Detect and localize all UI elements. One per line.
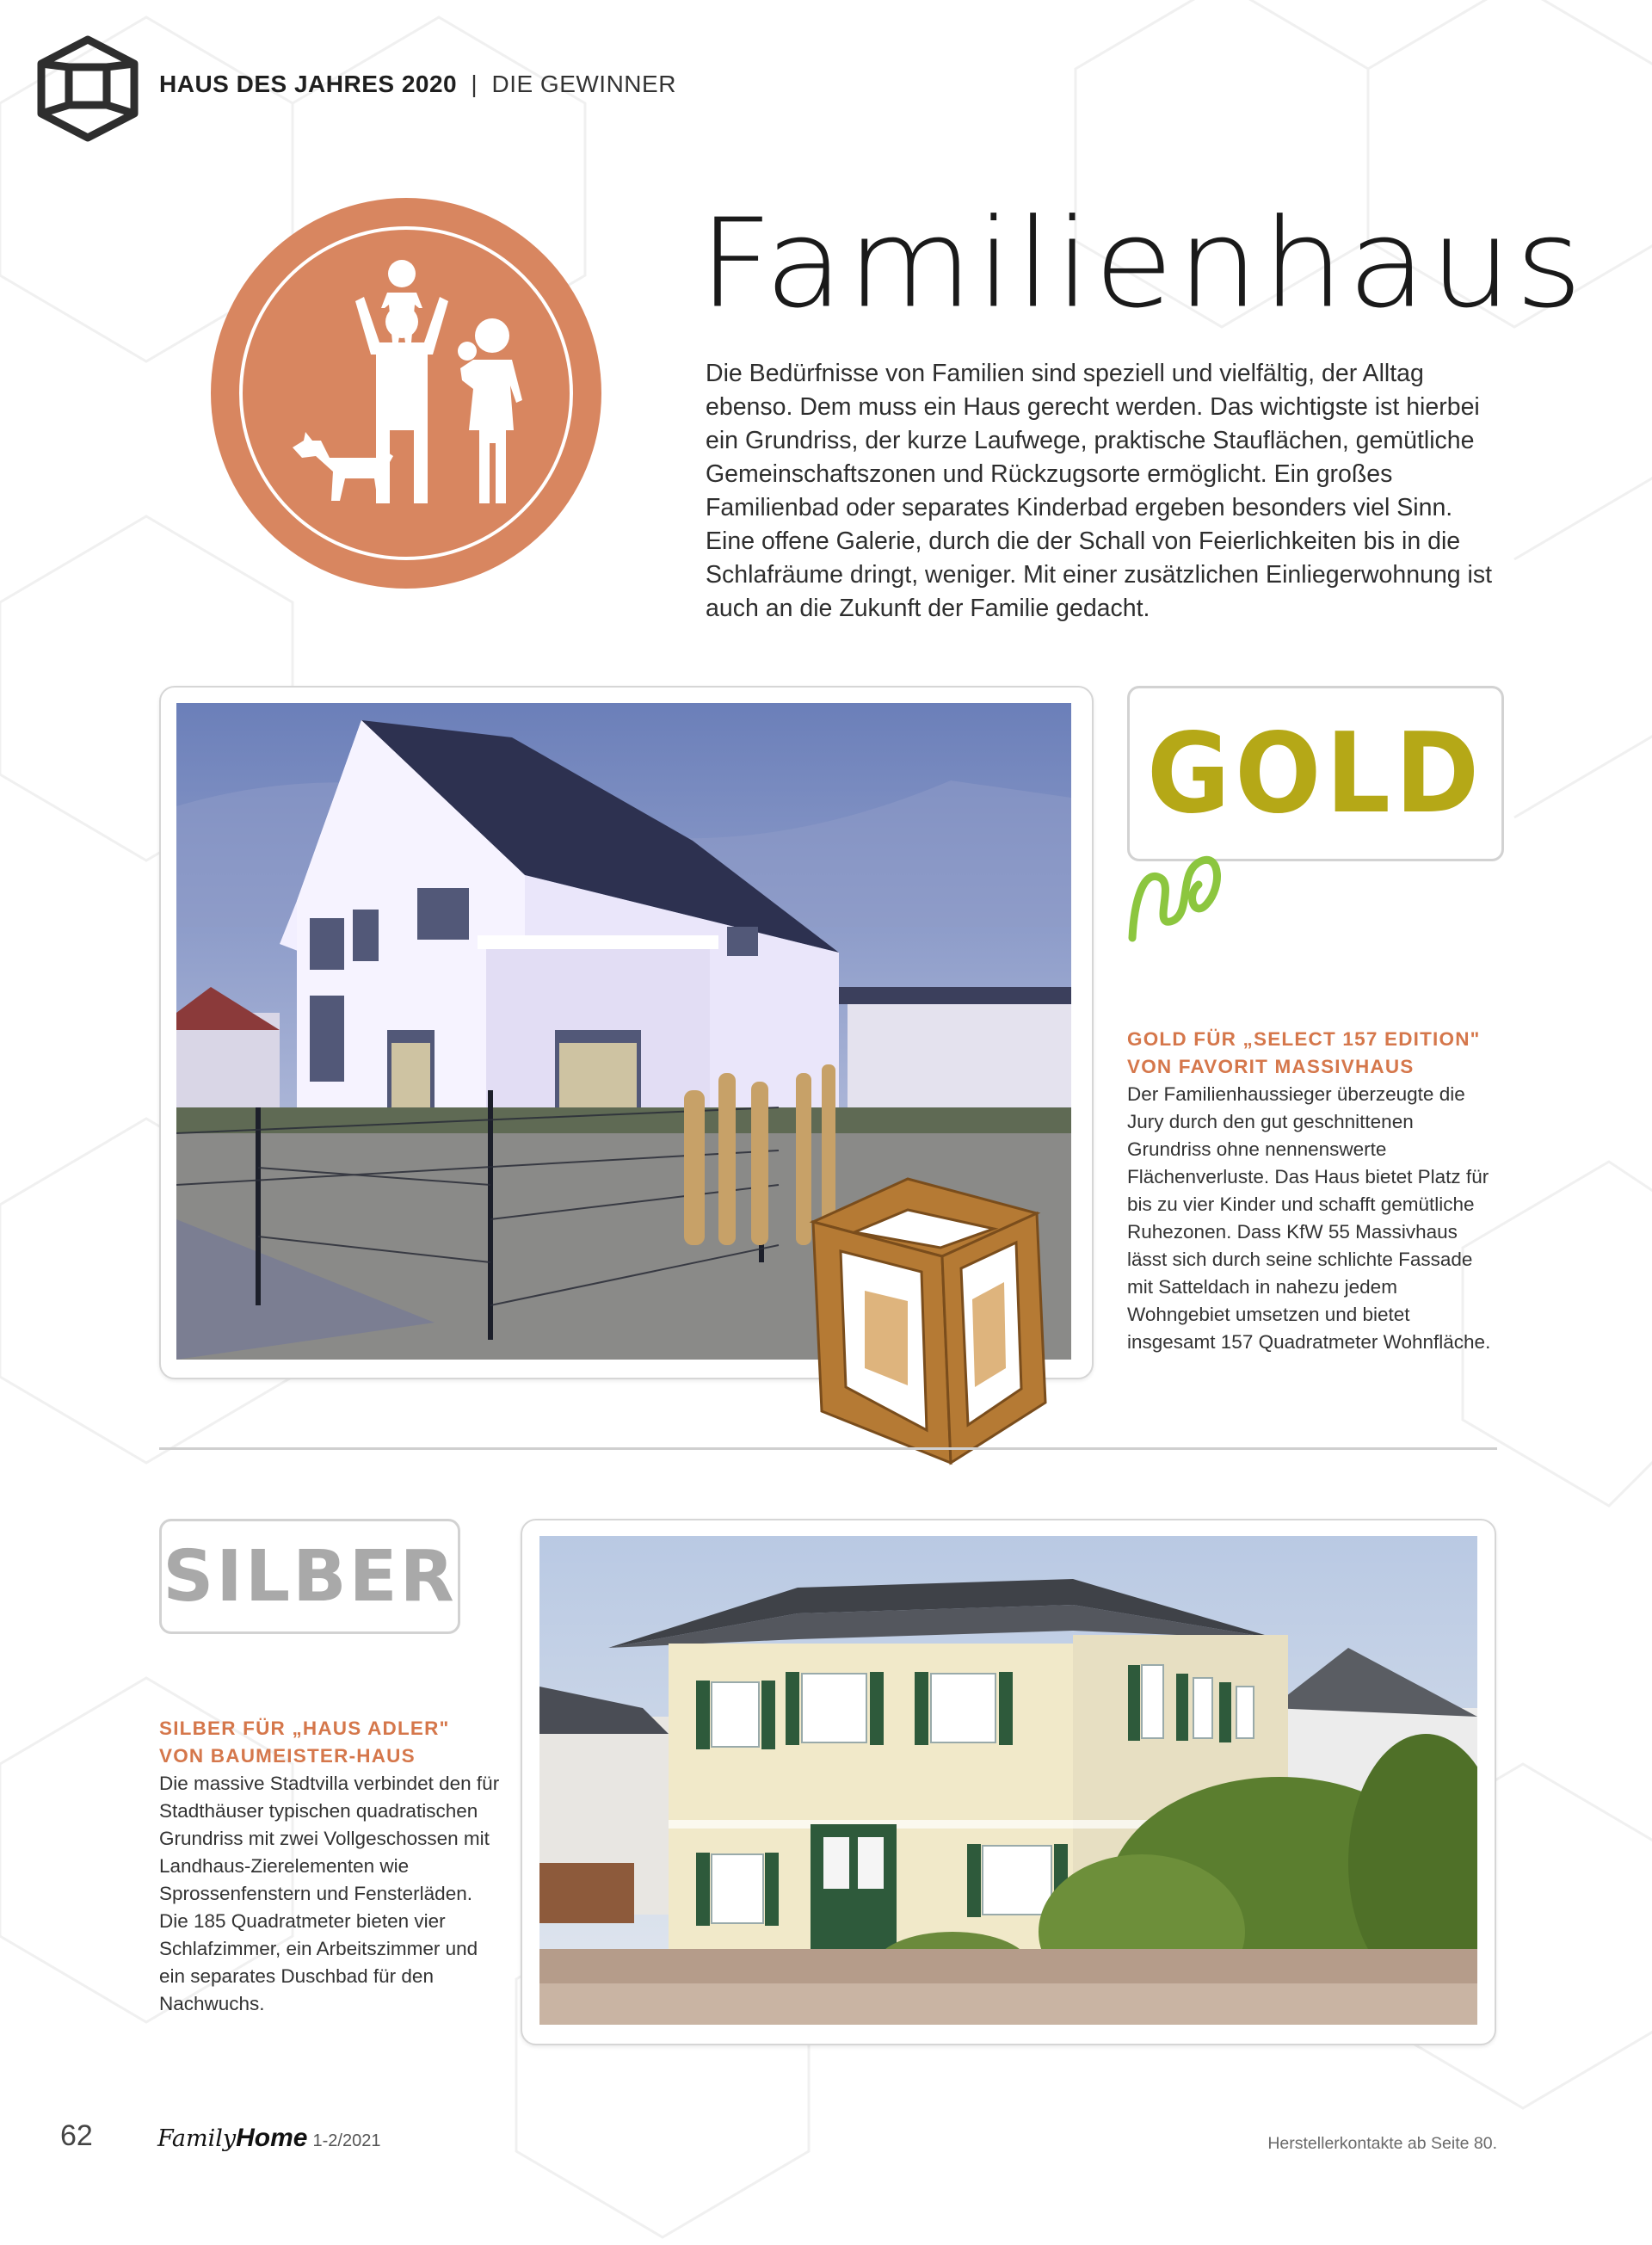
wooden-cube-award <box>779 1162 1071 1480</box>
family-icon <box>211 198 602 589</box>
header-kicker <box>159 71 676 98</box>
gold-heading-line1: GOLD FÜR „SELECT 157 EDITION" <box>1127 1028 1481 1050</box>
magazine-brand <box>157 2124 380 2153</box>
header-separator: | <box>471 71 478 97</box>
cube-outline-icon <box>34 34 141 143</box>
gold-label-text: GOLD <box>1147 709 1484 838</box>
issue-number: 1-2/2021 <box>312 2131 381 2150</box>
silver-award-label <box>159 1519 460 1634</box>
brand-home: Home <box>236 2124 308 2152</box>
ribbon-icon <box>1125 835 1237 955</box>
silver-body-text: Die massive Stadtvilla verbindet den für Stadthäuser typischen quadratischen Grundriss mit zwei Vollgeschossen mit Landhaus-Zierelementen wie Sprossenfenstern und Fensterläden. Die 185 Quadratmeter bieten vier Schlafzimmer, ein Arbeitszimmer und ein separates Duschbad für den Nachwuchs. <box>159 1773 500 2014</box>
footer-note: Herstellerkontakte ab Seite 80. <box>1267 2134 1497 2153</box>
silver-winner-description <box>159 1715 503 2018</box>
silver-label-text: SILBER <box>163 1535 457 1618</box>
page-number: 62 <box>60 2119 93 2152</box>
gold-heading-line2: VON FAVORIT MASSIVHAUS <box>1127 1056 1415 1077</box>
silver-heading-line2: VON BAUMEISTER-HAUS <box>159 1745 416 1767</box>
page-title: Familienhaus <box>699 193 1587 336</box>
silver-house-photo <box>539 1536 1477 2025</box>
header-title: HAUS DES JAHRES 2020 <box>159 71 458 97</box>
silver-photo-frame <box>521 1519 1496 2045</box>
header-subtitle: DIE GEWINNER <box>491 71 676 97</box>
gold-winner-description <box>1127 1026 1493 1356</box>
brand-family: Family <box>157 2125 237 2152</box>
intro-paragraph: Die Bedürfnisse von Familien sind speziell und vielfältig, der Alltag ebenso. Dem muss ein Haus gerecht werden. Das wichtigste ist hierbei ein Grundriss, der kurze Laufwege, praktische Stauflächen, gemütliche Gemeinschaftszonen und Rückzugsorte ermöglicht. Ein großes Familienbad oder separates Kinderbad ergeben besonders viel Sinn. Eine offene Galerie, durch die der Schall von Feierlichkeiten bis in die Schlafräume dringt, weniger. Mit einer zusätzlichen Einliegerwohnung ist auch an die Zukunft der Familie gedacht. <box>706 360 1493 622</box>
section-divider <box>159 1447 1497 1450</box>
gold-body-text: Der Familienhaussieger überzeugte die Jury durch den gut geschnittenen Grundriss ohne nennenswerte Flächenverluste. Das Haus bietet Platz für bis zu vier Kinder und schafft gemütliche Ruhezonen. Dass KfW 55 Massivhaus lässt sich durch seine schlichte Fassade mit Satteldach in nahezu jedem Wohngebiet umsetzen und bietet insgesamt 157 Quadratmeter Wohnfläche. <box>1127 1083 1491 1353</box>
silver-heading-line1: SILBER FÜR „HAUS ADLER" <box>159 1718 450 1739</box>
